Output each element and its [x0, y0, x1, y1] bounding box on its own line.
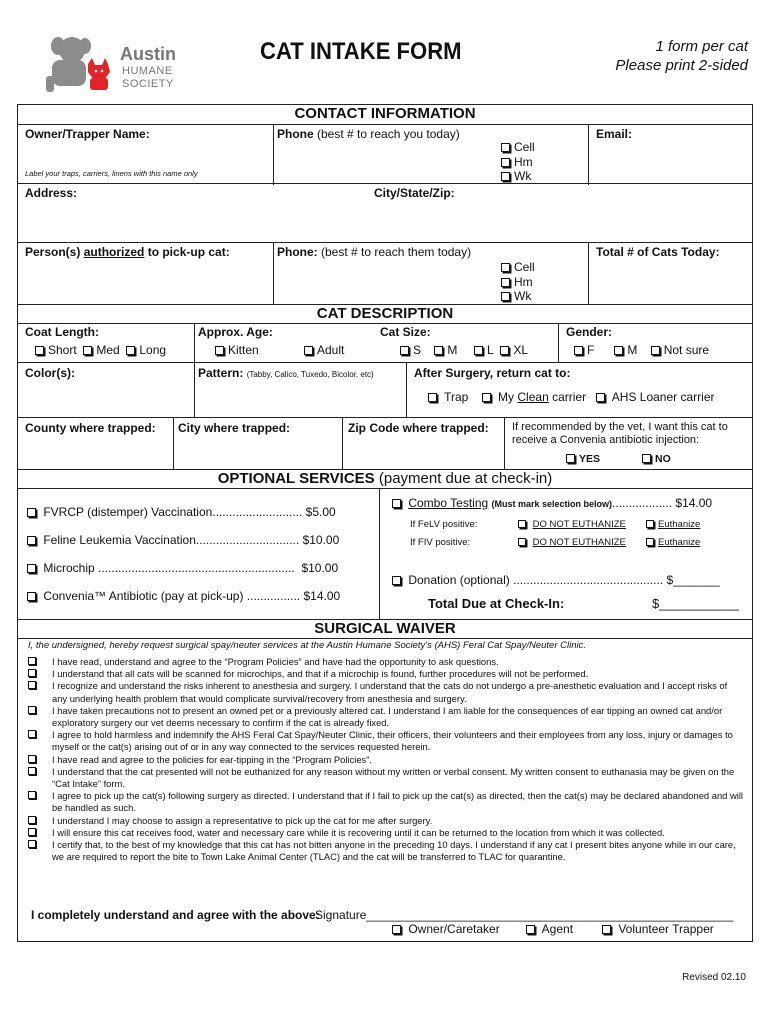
- waiver-text: I have read and agree to the policies for ear-tipping in the “Program Policies”.: [52, 753, 372, 765]
- fvrcp-price: $5.00: [305, 505, 336, 519]
- combo-checkbox[interactable]: [392, 499, 401, 508]
- age-adult-label: Adult: [317, 343, 345, 357]
- waiver-item: [28, 790, 744, 814]
- felv-positive-label: If FeLV positive:: [410, 519, 478, 530]
- address-label: Address:: [25, 186, 78, 200]
- waiver-section-title: SURGICAL WAIVER: [18, 619, 752, 639]
- waiver-item: [28, 815, 744, 827]
- waiver-text: I have taken precautions not to present an owned pet or a previously altered cat. I understand I am liable for the consequences of ear tipping an owned cat and/or exploratory surgery our vet deems necessary to confirm if the cat is already fixed.: [52, 704, 723, 729]
- fiv-euth-label: Euthanize: [658, 537, 701, 548]
- return-label: After Surgery, return cat to:: [414, 366, 571, 380]
- waiver-checkbox[interactable]: [28, 767, 36, 775]
- role-owner-checkbox[interactable]: [392, 925, 401, 934]
- gender-f-label: F: [587, 343, 595, 357]
- auth-label-post: to pick-up cat:: [144, 245, 230, 259]
- waiver-item: [28, 839, 744, 863]
- email-label: Email:: [596, 127, 633, 141]
- phone2-home-checkbox[interactable]: [501, 278, 510, 287]
- microchip-price: $10.00: [301, 561, 339, 575]
- gender-f-checkbox[interactable]: [574, 346, 583, 355]
- fvrcp-checkbox[interactable]: [27, 508, 36, 517]
- owner-hint: Label your traps, carriers, linens with this name only: [25, 169, 198, 178]
- logo: [42, 36, 192, 92]
- agree-label: I completely understand and agree with the above:: [31, 908, 320, 922]
- coat-label: Coat Length:: [25, 325, 99, 339]
- phone-label: Phone: [277, 127, 314, 141]
- county-label: County where trapped:: [25, 421, 156, 435]
- donation-label: Donation (optional): [408, 573, 510, 587]
- waiver-text: I certify that, to the best of my knowledge that this cat has not bitten anyone in the preceding 10 days. I understand if any cat I present bites anyone while in our care, we are required to report the bite to Town Lake Animal Center (TLAC) and the cat will be transferred to TLAC for quarantine.: [52, 839, 736, 863]
- return-loaner-label: AHS Loaner carrier: [611, 390, 715, 404]
- phone-home-checkbox[interactable]: [501, 158, 510, 167]
- convenia-checkbox[interactable]: [27, 592, 36, 601]
- intake-form: [17, 104, 753, 942]
- waiver-text: I understand that all cats will be scanned for microchips, and that if a microchip is found, further procedures will not be performed.: [52, 668, 589, 680]
- waiver-text: I agree to hold harmless and indemnify the AHS Feral Cat Spay/Neuter Clinic, their officers, their volunteers and their employees from any loss, injury or damages to myself or the cat(s) arising out of or in any way connected to the services requested herein.: [52, 729, 733, 753]
- waiver-item: [28, 705, 744, 729]
- size-l-checkbox[interactable]: [474, 346, 483, 355]
- microchip-dots: ...........................................................: [98, 561, 295, 575]
- return-clean-label: Clean: [517, 390, 549, 404]
- felv-euth-checkbox[interactable]: [646, 520, 654, 528]
- coat-long-label: Long: [139, 343, 167, 357]
- donation-dots: .............................................: [513, 573, 664, 587]
- total-cats-label: Total # of Cats Today:: [596, 245, 720, 259]
- felv-vaccine-price: $10.00: [302, 533, 340, 547]
- waiver-item: [28, 766, 744, 790]
- phone2-home-label: Hm: [514, 275, 533, 289]
- waiver-text: I will ensure this cat receives food, water and necessary care while it is recovering until it can be returned to the location from which it was collected.: [52, 826, 665, 838]
- age-adult-checkbox[interactable]: [304, 346, 313, 355]
- waiver-checkbox[interactable]: [28, 669, 36, 677]
- phone-label-hint: (best # to reach you today): [313, 127, 460, 141]
- felv-euth-label: Euthanize: [658, 519, 701, 530]
- trap-zip-label: Zip Code where trapped:: [348, 421, 489, 435]
- convenia-no-checkbox[interactable]: [642, 454, 651, 463]
- size-xl-label: XL: [513, 343, 529, 357]
- role-owner-label: Owner/Caretaker: [408, 922, 500, 936]
- phone2-cell-label: Cell: [514, 260, 535, 274]
- waiver-checkbox[interactable]: [28, 828, 36, 836]
- waiver-checkbox[interactable]: [28, 657, 36, 665]
- services-section-note: (payment due at check-in): [374, 470, 553, 487]
- combo-dots: ..................: [612, 496, 673, 510]
- coat-short-label: Short: [48, 343, 77, 357]
- pattern-hint: (Tabby, Calico, Tuxedo, Bicolor, etc): [246, 370, 374, 379]
- role-agent-checkbox[interactable]: [526, 925, 535, 934]
- phone2-cell-checkbox[interactable]: [501, 263, 510, 272]
- gender-label: Gender:: [566, 325, 613, 339]
- waiver-list: [28, 656, 744, 863]
- convenia-dots: ................: [246, 589, 301, 603]
- auth-label-underlined: authorized: [83, 245, 145, 259]
- size-s-label: S: [413, 343, 422, 357]
- form-note-2: Please print 2-sided: [615, 57, 748, 74]
- signature-line[interactable]: _______________________________________________________: [366, 908, 734, 922]
- return-trap-checkbox[interactable]: [428, 393, 437, 402]
- dog-cat-logo-icon: [42, 36, 122, 92]
- phone2-work-label: Wk: [514, 289, 532, 303]
- fiv-positive-label: If FIV positive:: [410, 537, 471, 548]
- convenia-label: Convenia™ Antibiotic (pay at pick-up): [43, 589, 244, 603]
- size-m-checkbox[interactable]: [434, 346, 443, 355]
- age-kitten-checkbox[interactable]: [215, 346, 224, 355]
- waiver-text: I agree to pick up the cat(s) following surgery as directed. I understand that if I fail to pick up the cat(s) as directed, then the cat(s) may be declared abandoned and will be handled as such.: [52, 790, 743, 814]
- signature-label: Signature: [315, 908, 367, 922]
- donation-amount[interactable]: $_______: [666, 573, 720, 587]
- age-kitten-label: Kitten: [228, 343, 259, 357]
- revision-note: Revised 02.10: [682, 972, 746, 983]
- role-volunteer-checkbox[interactable]: [602, 925, 611, 934]
- role-agent-label: Agent: [541, 922, 574, 936]
- combo-label: Combo Testing: [408, 496, 489, 510]
- contact-section-title: CONTACT INFORMATION: [18, 105, 752, 125]
- size-label: Cat Size:: [380, 325, 431, 339]
- page-title: CAT INTAKE FORM: [260, 38, 462, 65]
- phone2-work-checkbox[interactable]: [501, 292, 510, 301]
- waiver-checkbox[interactable]: [28, 706, 36, 714]
- phone-cell-label: Cell: [514, 140, 535, 154]
- return-my-label: My: [498, 390, 518, 404]
- coat-med-checkbox[interactable]: [83, 346, 92, 355]
- org-name-line2: HUMANE: [122, 65, 173, 77]
- total-due-label: Total Due at Check-In:: [428, 596, 565, 611]
- waiver-checkbox[interactable]: [28, 816, 36, 824]
- waiver-text: I have read, understand and agree to the “Program Policies” and have had the opportunity to ask questions.: [52, 656, 499, 667]
- waiver-intro: I, the undersigned, hereby request surgical spay/neuter services at the Austin Humane Society's (AHS) Feral Cat Spay/Neuter Clinic.: [28, 640, 587, 651]
- form-note-1: 1 form per cat: [655, 38, 748, 55]
- waiver-checkbox[interactable]: [28, 730, 36, 738]
- size-l-label: L: [487, 343, 494, 357]
- felv-dne-checkbox[interactable]: [518, 520, 526, 528]
- pattern-label: Pattern:: [198, 366, 244, 380]
- auth-label-pre: Person(s): [25, 245, 84, 259]
- org-name: Austin: [120, 44, 176, 64]
- convenia-price: $14.00: [303, 589, 341, 603]
- phone-home-label: Hm: [514, 155, 533, 169]
- waiver-text: I understand I may choose to assign a representative to pick up the cat for me after surgery.: [52, 814, 433, 826]
- return-clean-carrier-checkbox[interactable]: [482, 393, 491, 402]
- total-due-amount[interactable]: $___________: [652, 596, 739, 611]
- convenia-yes-checkbox[interactable]: [566, 454, 575, 463]
- phone-work-label: Wk: [514, 169, 532, 183]
- convenia-no-label: NO: [655, 453, 671, 465]
- coat-long-checkbox[interactable]: [126, 346, 135, 355]
- gender-m-checkbox[interactable]: [614, 346, 623, 355]
- owner-label: Owner/Trapper Name:: [25, 127, 150, 141]
- waiver-checkbox[interactable]: [28, 791, 36, 799]
- colors-label: Color(s):: [25, 366, 75, 380]
- fvrcp-dots: ...........................: [212, 505, 303, 519]
- phone-work-checkbox[interactable]: [501, 172, 510, 181]
- org-name-line3: SOCIETY: [122, 78, 174, 90]
- return-loaner-checkbox[interactable]: [596, 393, 605, 402]
- waiver-checkbox[interactable]: [28, 840, 36, 848]
- gender-notsure-checkbox[interactable]: [651, 346, 660, 355]
- gender-notsure-label: Not sure: [663, 343, 710, 357]
- waiver-checkbox[interactable]: [28, 681, 36, 689]
- microchip-label: Microchip: [43, 561, 95, 575]
- waiver-item: [28, 729, 744, 753]
- microchip-checkbox[interactable]: [27, 564, 36, 573]
- fvrcp-label: FVRCP (distemper) Vaccination: [43, 505, 213, 519]
- role-volunteer-label: Volunteer Trapper: [618, 922, 714, 936]
- combo-note: (Must mark selection below): [491, 499, 613, 509]
- waiver-text: I understand that the cat presented will not be euthanized for any reason without my written or verbal consent. My written consent to euthanasia may be given on the “Cat Intake” form.: [52, 765, 735, 790]
- waiver-checkbox[interactable]: [28, 755, 36, 763]
- combo-price: $14.00: [675, 496, 713, 510]
- felv-vaccine-dots: ...............................: [195, 533, 300, 547]
- size-xl-checkbox[interactable]: [500, 346, 509, 355]
- return-trap-label: Trap: [444, 390, 469, 404]
- waiver-item: [28, 827, 744, 839]
- trap-city-label: City where trapped:: [178, 421, 291, 435]
- size-m-label: M: [447, 343, 458, 357]
- city-state-zip-label: City/State/Zip:: [374, 186, 455, 200]
- felv-dne-label: DO NOT EUTHANIZE: [532, 519, 626, 530]
- phone-cell-checkbox[interactable]: [501, 143, 510, 152]
- size-s-checkbox[interactable]: [400, 346, 409, 355]
- felv-vaccine-label: Feline Leukemia Vaccination: [43, 533, 196, 547]
- felv-vaccine-checkbox[interactable]: [27, 536, 36, 545]
- fiv-dne-checkbox[interactable]: [518, 538, 526, 546]
- age-label: Approx. Age:: [198, 325, 273, 339]
- convenia-request: If recommended by the vet, I want this cat to receive a Convenia antibiotic injection:: [512, 421, 728, 446]
- gender-m-label: M: [627, 343, 638, 357]
- waiver-item: [28, 668, 744, 680]
- fiv-euth-checkbox[interactable]: [646, 538, 654, 546]
- waiver-item: [28, 656, 744, 668]
- fiv-dne-label: DO NOT EUTHANIZE: [532, 537, 626, 548]
- phone2-label: Phone:: [277, 245, 318, 259]
- coat-med-label: Med: [96, 343, 120, 357]
- phone2-label-hint: (best # to reach them today): [317, 245, 472, 259]
- donation-checkbox[interactable]: [392, 576, 401, 585]
- return-carrier-label: carrier: [548, 390, 587, 404]
- convenia-yes-label: YES: [579, 453, 601, 465]
- cat-section-title: CAT DESCRIPTION: [18, 304, 752, 324]
- waiver-item: [28, 680, 744, 704]
- services-section-title: OPTIONAL SERVICES: [217, 470, 375, 487]
- waiver-text: I recognize and understand the risks inherent to anesthesia and surgery. I understand that the cats do not undergo a pre-anesthetic evaluation and I accept risks of any underlying health problem that would complicate survival/recovery from anesthesia and surgery.: [52, 680, 728, 704]
- waiver-item: [28, 754, 744, 766]
- coat-short-checkbox[interactable]: [35, 346, 44, 355]
